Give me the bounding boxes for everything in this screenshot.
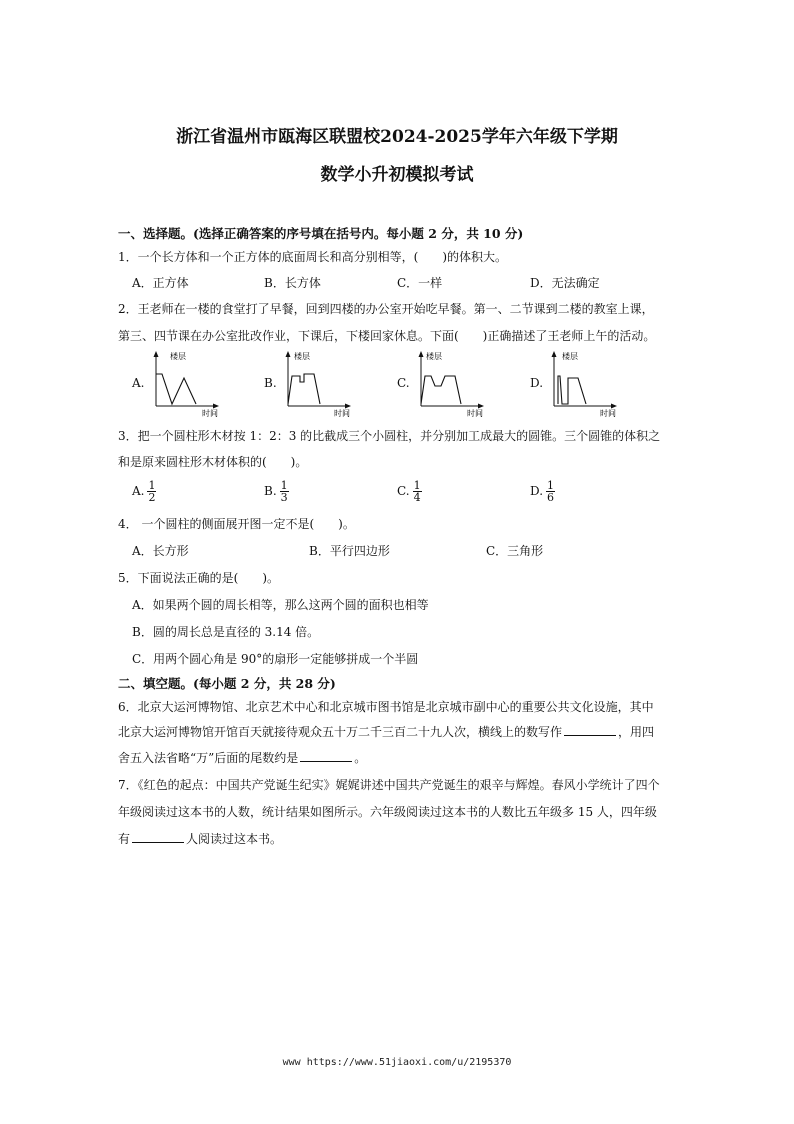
q3-option-d: D. $\frac{1}{6}$ — [530, 479, 555, 504]
q3-option-c: C. $\frac{1}{4}$ — [397, 479, 421, 504]
q4-option-b: B．平行四边形 — [309, 544, 390, 558]
q1-text: 1．一个长方体和一个正方体的底面周长和高分别相等，( )的体积大。 — [118, 250, 508, 264]
doc-title-line1: 浙江省温州市瓯海区联盟校2024-2025学年六年级下学期 — [176, 127, 618, 147]
q3-line2: 和是原来圆柱形木材体积的( )。 — [118, 455, 308, 469]
q2-graph-c-x-label: 时间 — [467, 409, 483, 418]
q1-option-a: A．正方体 — [132, 276, 189, 290]
q6-line1: 6．北京大运河博物馆、北京艺术中心和北京城市图书馆是北京城市副中心的重要公共文化设施，其中 — [118, 700, 654, 714]
q5-option-b: B．圆的周长总是直径的 3.14 倍。 — [132, 625, 320, 639]
q2-graph-c-y-label: 楼层 — [426, 352, 442, 361]
q5-option-a: A．如果两个圆的周长相等，那么这两个圆的面积也相等 — [132, 598, 429, 612]
q2-graph-b — [280, 348, 362, 420]
q2-graph-d-y-label: 楼层 — [562, 352, 578, 361]
q3-option-b: B. $\frac{1}{3}$ — [264, 479, 288, 504]
q2-option-a-label: A. — [132, 376, 145, 390]
q2-graph-a — [148, 348, 230, 420]
q1-option-d: D．无法确定 — [530, 276, 600, 290]
doc-title-line2: 数学小升初模拟考试 — [320, 165, 474, 185]
q7-line2: 年级阅读过这本书的人数，统计结果如图所示。六年级阅读过这本书的人数比五年级多 15 人，四年级 — [118, 805, 657, 819]
q2-graph-a-x-label: 时间 — [202, 409, 218, 418]
q6-blank-2[interactable] — [300, 749, 352, 762]
q2-graph-b-x-label: 时间 — [334, 409, 350, 418]
q1-option-b: B．长方体 — [264, 276, 321, 290]
q2-graph-d — [546, 348, 628, 420]
q2-graph-b-y-label: 楼层 — [294, 352, 310, 361]
q6-blank-1[interactable] — [564, 723, 616, 736]
q7-line3: 有 人阅读过这本书。 — [118, 832, 283, 846]
q6-line3: 舍五入法省略“万”后面的尾数约是 。 — [118, 751, 367, 765]
section2-heading: 二、填空题。(每小题 2 分，共 28 分) — [118, 676, 336, 691]
q2-graph-c — [413, 348, 495, 420]
q4-option-a: A．长方形 — [132, 544, 189, 558]
q3-line1: 3．把一个圆柱形木材按 1：2：3 的比截成三个小圆柱，并分别加工成最大的圆锥。三个圆锥的体积之 — [118, 429, 661, 443]
q2-line1: 2．王老师在一楼的食堂打了早餐，回到四楼的办公室开始吃早餐。第一、二节课到二楼的教室上课， — [118, 302, 654, 316]
q3-option-a: A. $\frac{1}{2}$ — [132, 479, 156, 504]
q2-line2: 第三、四节课在办公室批改作业，下课后，下楼回家休息。下面( )正确描述了王老师上午的活动。 — [118, 329, 656, 343]
q7-line1: 7．《红色的起点：中国共产党诞生纪实》娓娓讲述中国共产党诞生的艰辛与辉煌。春风小学统计了四个 — [118, 778, 660, 792]
q2-graph-a-y-label: 楼层 — [170, 352, 186, 361]
q2-graph-d-x-label: 时间 — [600, 409, 616, 418]
q4-text: 4． 一个圆柱的侧面展开图一定不是( )。 — [118, 517, 355, 531]
q2-option-b-label: B. — [264, 376, 277, 390]
q5-option-c: C．用两个圆心角是 90°的扇形一定能够拼成一个半圆 — [132, 652, 419, 666]
q4-option-c: C．三角形 — [486, 544, 544, 558]
q6-line2: 北京大运河博物馆开馆百天就接待观众五十万二千三百二十九人次，横线上的数写作 ，用四 — [118, 725, 655, 739]
q7-blank[interactable] — [132, 830, 184, 843]
section1-heading: 一、选择题。(选择正确答案的序号填在括号内。每小题 2 分，共 10 分) — [118, 226, 524, 241]
q5-text: 5．下面说法正确的是( )。 — [118, 571, 279, 585]
q2-option-c-label: C. — [397, 376, 410, 390]
q2-option-d-label: D. — [530, 376, 544, 390]
q1-option-c: C．一样 — [397, 276, 443, 290]
footer-url: www https://www.51jiaoxi.com/u/2195370 — [282, 1057, 512, 1068]
